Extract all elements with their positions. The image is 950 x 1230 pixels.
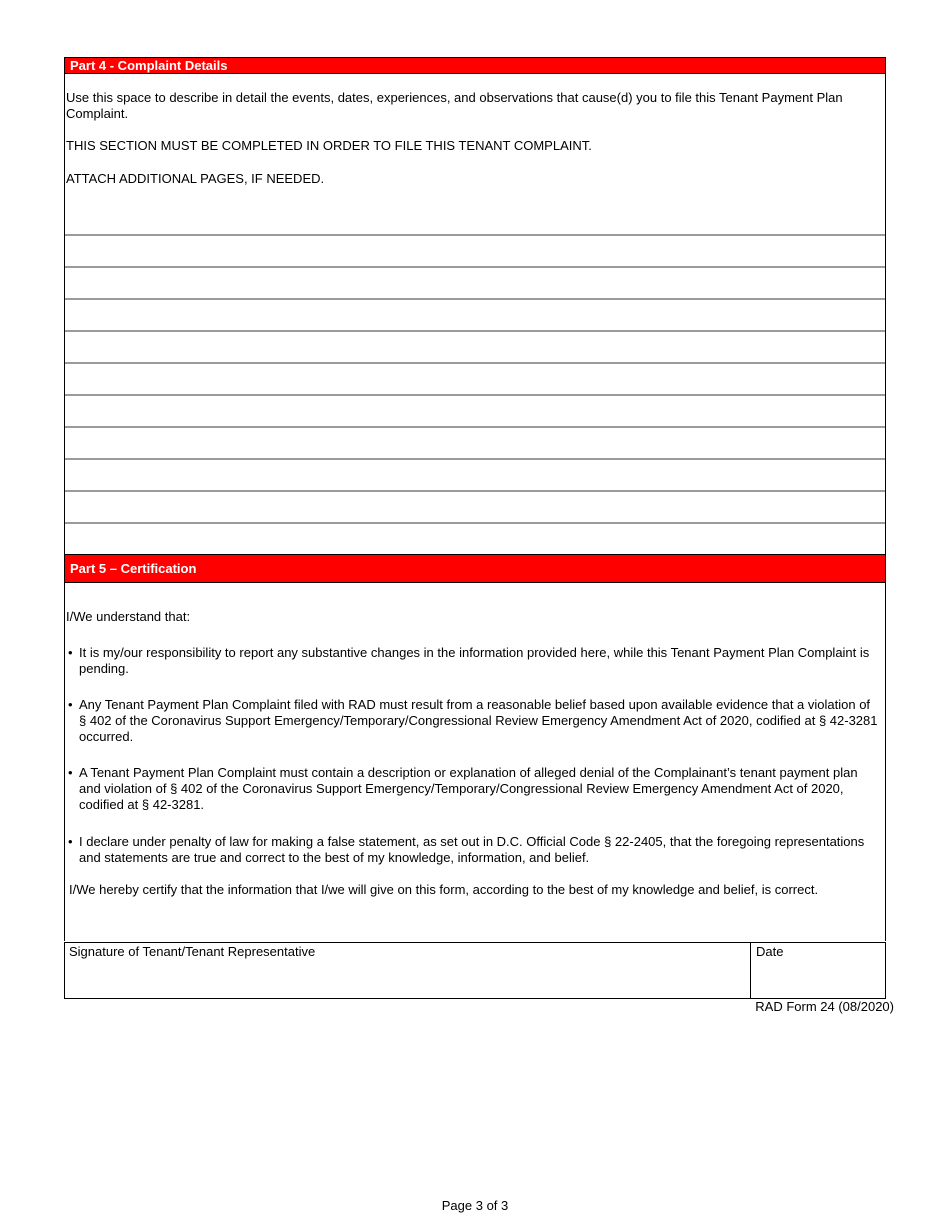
date-field-label[interactable]: Date [756, 944, 784, 959]
bullet-text: I declare under penalty of law for making a false statement, as set out in D.C. Official Code § 22-2405, that the foregoing representations and statements are true and correct to the best of my knowledge, information, and belief. [79, 834, 865, 865]
part5-certification [65, 583, 885, 941]
complaint-details-line[interactable] [65, 330, 885, 362]
complaint-details-line[interactable] [65, 458, 885, 490]
complaint-details-line[interactable] [65, 362, 885, 394]
complaint-details-line[interactable] [65, 426, 885, 458]
understand-text: I/We understand that: [66, 609, 191, 624]
part4-must-complete-text: THIS SECTION MUST BE COMPLETED IN ORDER TO FILE THIS TENANT COMPLAINT. [66, 138, 592, 153]
page-number: Page 3 of 3 [441, 1198, 509, 1213]
bullet-icon: • [68, 697, 73, 712]
complaint-details-line[interactable] [65, 266, 885, 298]
part4-instructions [65, 74, 885, 234]
certification-bullet [68, 697, 878, 745]
signature-block [64, 942, 886, 999]
bullet-text: Any Tenant Payment Plan Complaint filed with RAD must result from a reasonable belief based upon available evidence that a violation of § 402 of the Coronavirus Support Emergency/Temporary/Congressional Review Emergency Amendment Act of 2020, codified at § 42-3281 occurred. [79, 697, 878, 744]
certification-bullet [68, 765, 878, 813]
bullet-icon: • [68, 765, 73, 780]
signature-field-label[interactable]: Signature of Tenant/Tenant Representative [69, 944, 316, 959]
part5-header: Part 5 – Certification [65, 554, 885, 583]
certification-bullet [68, 834, 878, 866]
form-id: RAD Form 24 (08/2020) [755, 999, 894, 1014]
complaint-details-line[interactable] [65, 298, 885, 330]
complaint-details-line[interactable] [65, 234, 885, 266]
part4-header: Part 4 - Complaint Details [65, 57, 885, 74]
signature-divider [750, 943, 751, 998]
bullet-icon: • [68, 645, 73, 660]
part4-intro-text: Use this space to describe in detail the events, dates, experiences, and observations that cause(d) you to file this Tenant Payment Plan Complaint. [66, 90, 843, 121]
part4-attach-text: ATTACH ADDITIONAL PAGES, IF NEEDED. [66, 171, 325, 186]
complaint-form [64, 57, 886, 941]
complaint-details-line[interactable] [65, 490, 885, 522]
bullet-text: A Tenant Payment Plan Complaint must contain a description or explanation of alleged denial of the Complainant’s tenant payment plan and violation of § 402 of the Coronavirus Support Emergency/Temporary/Congressional Review Emergency Amendment Act of 2020, codified at § 42-3281. [79, 765, 858, 812]
certification-bullet [68, 645, 878, 677]
complaint-details-line[interactable] [65, 394, 885, 426]
certify-text: I/We hereby certify that the information that I/we will give on this form, according to the best of my knowledge and belief, is correct. [69, 882, 819, 897]
bullet-icon: • [68, 834, 73, 849]
complaint-details-line[interactable] [65, 522, 885, 554]
bullet-text: It is my/our responsibility to report any substantive changes in the information provided here, while this Tenant Payment Plan Complaint is pending. [79, 645, 870, 676]
complaint-details-area[interactable] [65, 234, 885, 554]
